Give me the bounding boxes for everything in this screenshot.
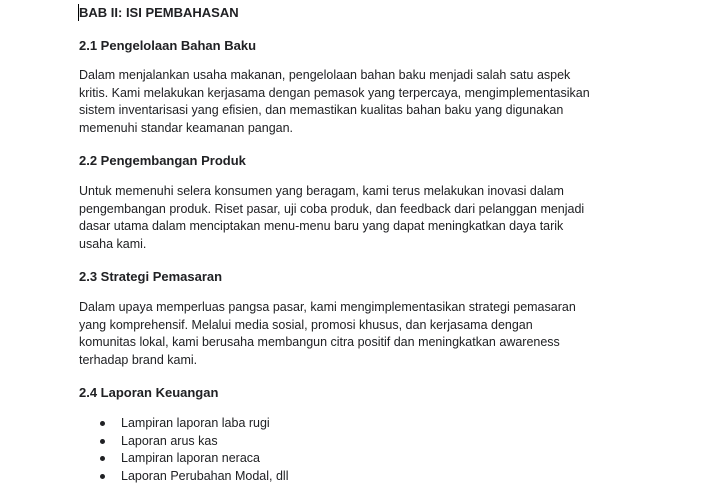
list-item-label: Laporan Perubahan Modal, dll <box>121 468 289 483</box>
section-heading-2-2[interactable]: 2.2 Pengembangan Produk <box>79 153 246 168</box>
paragraph-line: usaha kami. <box>79 236 147 251</box>
paragraph-line: sistem inventarisasi yang efisien, dan memastikan kualitas bahan baku yang digunakan <box>79 103 564 118</box>
paragraph-line: Dalam menjalankan usaha makanan, pengelolaan bahan baku menjadi salah satu aspek <box>79 68 571 82</box>
bullet-icon <box>100 474 105 479</box>
chapter-title[interactable]: BAB II: ISI PEMBAHASAN <box>79 5 239 20</box>
section-paragraph-2-3[interactable] <box>79 299 639 369</box>
bullet-list[interactable] <box>79 415 288 485</box>
list-item[interactable] <box>79 415 288 433</box>
list-item-label: Lampiran laporan neraca <box>121 451 260 465</box>
paragraph-line: Dalam upaya memperluas pangsa pasar, kami mengimplementasikan strategi pemasaran <box>79 300 576 314</box>
bullet-icon <box>100 439 105 444</box>
list-item[interactable] <box>79 468 288 486</box>
section-heading-2-1[interactable]: 2.1 Pengelolaan Bahan Baku <box>79 38 257 53</box>
section-paragraph-2-1[interactable] <box>79 67 639 137</box>
paragraph-line: Untuk memenuhi selera konsumen yang beragam, kami terus melakukan inovasi dalam <box>79 184 564 198</box>
section-heading-2-3[interactable]: 2.3 Strategi Pemasaran <box>79 269 223 284</box>
bullet-icon <box>100 456 105 461</box>
paragraph-line: kritis. Kami melakukan kerjasama dengan pemasok yang terpercaya, mengimplementasikan <box>79 85 590 100</box>
list-item[interactable] <box>79 433 288 451</box>
list-item-label: Lampiran laporan laba rugi <box>121 416 270 430</box>
paragraph-line: memenuhi standar keamanan pangan. <box>79 120 294 135</box>
paragraph-line: terhadap brand kami. <box>79 352 198 367</box>
paragraph-line: yang komprehensif. Melalui media sosial, promosi khusus, dan kerjasama dengan <box>79 317 533 332</box>
paragraph-line: komunitas lokal, kami berusaha membangun citra positif dan meningkatkan awareness <box>79 335 560 350</box>
paragraph-line: pengembangan produk. Riset pasar, uji coba produk, dan feedback dari pelanggan menjadi <box>79 201 585 216</box>
list-item[interactable] <box>79 450 288 468</box>
section-heading-2-4[interactable]: 2.4 Laporan Keuangan <box>79 385 219 400</box>
paragraph-line: dasar utama dalam menciptakan menu-menu baru yang dapat meningkatkan daya tarik <box>79 219 564 234</box>
bullet-icon <box>100 421 105 426</box>
section-paragraph-2-2[interactable] <box>79 183 639 253</box>
list-item-label: Laporan arus kas <box>121 433 218 448</box>
